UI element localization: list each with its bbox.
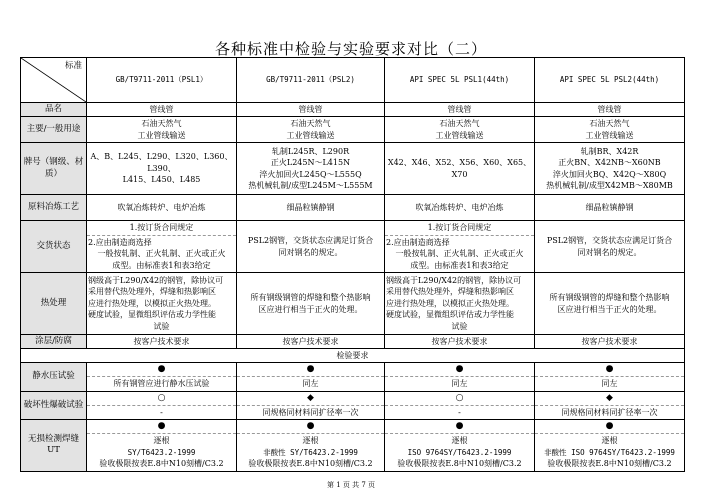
table-row	[21, 143, 685, 195]
table-cell: ○ -	[87, 391, 237, 420]
table-cell: ● 逐根 ISO 9764SY/T6423.2-1999 验收极限按表E.8中N10刻槽/C3.2	[385, 420, 535, 472]
column-header-gb-psl1: GB/T9711-2011（PSL1）	[87, 58, 237, 103]
table-cell: ● 所有钢管应进行静水压试验	[87, 363, 237, 392]
table-cell: 石油天然气 工业管线输送	[87, 117, 237, 143]
table-cell: ● 逐根 非酸性 SY/T6423.2-1999 验收极限按表E.8中N10刻槽/C3.2	[237, 420, 385, 472]
section-header-inspection: 检验要求	[21, 349, 685, 363]
table-cell: ● 同左	[535, 363, 685, 392]
table-cell: 1.按订货合同规定 2.应由制造商选择 一般按轧制、正火轧制、正火或正火 成型。由标准表1和表3给定	[87, 221, 237, 273]
table-cell: 轧制BR、X42R 正火BN、X42NB～X60NB 淬火加回火BQ、X42Q～X80Q 热机械轧制/成型X42MB～X80MB	[535, 143, 685, 195]
column-header-gb-psl2: GB/T9711-2011（PSL2)	[237, 58, 385, 103]
table-cell: 吹氧冶炼转炉、电炉冶炼	[87, 195, 237, 221]
table-row	[21, 117, 685, 143]
table-cell: 细晶粒镇静钢	[237, 195, 385, 221]
header-corner-cell	[21, 58, 87, 103]
optional-icon: ○	[87, 392, 236, 406]
row-label-heat: 热处理	[21, 273, 87, 335]
row-label-hydro: 静水压试验	[21, 363, 87, 392]
required-icon: ●	[87, 363, 236, 377]
row-label-burst: 破坏性爆破试验	[21, 391, 87, 420]
table-row	[21, 335, 685, 349]
required-icon: ●	[385, 363, 534, 377]
required-icon: ●	[237, 363, 384, 377]
table-cell: 按客户技术要求	[385, 335, 535, 349]
table-cell: 吹氧冶炼转炉、电炉冶炼	[385, 195, 535, 221]
table-cell: 管线管	[87, 103, 237, 117]
table-row	[21, 195, 685, 221]
column-header-api-psl1: API SPEC 5L PSL1(44th)	[385, 58, 535, 103]
comparison-table	[20, 57, 685, 472]
diamond-icon: ◆	[237, 392, 384, 406]
table-cell: ● 同左	[237, 363, 385, 392]
diamond-icon: ◆	[535, 392, 684, 406]
required-icon: ●	[237, 420, 384, 434]
column-header-api-psl2: API SPEC 5L PSL2(44th)	[535, 58, 685, 103]
page-footer: 第 1 页 共 7 页	[326, 481, 376, 489]
table-cell: 石油天然气 工业管线输送	[385, 117, 535, 143]
row-label-product: 品名	[21, 103, 87, 117]
row-label-delivery: 交货状态	[21, 221, 87, 273]
table-cell: 管线管	[535, 103, 685, 117]
table-cell: PSL2钢管，交货状态应满足订货合 同对钢名的规定。	[237, 221, 385, 273]
table-header-row	[21, 58, 685, 103]
optional-icon: ○	[385, 392, 534, 406]
table-cell: ○ -	[385, 391, 535, 420]
table-cell: 按客户技术要求	[535, 335, 685, 349]
table-cell: 按客户技术要求	[87, 335, 237, 349]
table-cell: 石油天然气 工业管线输送	[237, 117, 385, 143]
required-icon: ●	[385, 420, 534, 434]
table-row	[21, 391, 685, 420]
table-cell: 钢级高于L290/X42的钢管，除协议可 采用替代热处理外，焊缝和热影响区 应进行热处理，以模拟正火热处理。 硬度试验，显微组织评估或力学性能 试验	[87, 273, 237, 335]
row-label-ut: 无损检测焊缝UT	[21, 420, 87, 472]
table-cell: ● 逐根 非酸性 ISO 9764SY/T6423.2-1999 验收极限按表E.8中N10刻槽/C3.2	[535, 420, 685, 472]
table-row	[21, 273, 685, 335]
row-label-usage: 主要/一般用途	[21, 117, 87, 143]
table-row	[21, 221, 685, 273]
table-cell: 轧制L245R、L290R 正火L245N～L415N 淬火加回火L245Q～L555Q 热机械轧制/成型L245M～L555M	[237, 143, 385, 195]
table-cell: 钢级高于L290/X42的钢管，除协议可 采用替代热处理外，焊缝和热影响区 应进行热处理，以模拟正火热处理。 硬度试验，显微组织评估或力学性能 试验	[385, 273, 535, 335]
table-cell: 管线管	[237, 103, 385, 117]
required-icon: ●	[87, 420, 236, 434]
row-label-grade: 牌号（钢级、材质）	[21, 143, 87, 195]
table-cell: X42、X46、X52、X56、X60、X65、X70	[385, 143, 535, 195]
table-cell: ◆ 同规格同材料同扩径率一次	[237, 391, 385, 420]
page-title: 各种标准中检验与实验要求对比（二）	[214, 40, 487, 58]
table-row	[21, 349, 685, 363]
row-label-smelting: 原料冶炼工艺	[21, 195, 87, 221]
row-label-coating: 涂层/防腐	[21, 335, 87, 349]
table-cell: 石油天然气 工业管线输送	[535, 117, 685, 143]
required-icon: ●	[535, 420, 684, 434]
table-cell: ◆ 同规格同材料同扩径率一次	[535, 391, 685, 420]
table-cell: 细晶粒镇静钢	[535, 195, 685, 221]
table-cell: 1.按订货合同规定 2.应由制造商选择 一般按轧制、正火轧制、正火或正火 成型。由标准表1和表3给定	[385, 221, 535, 273]
table-cell: A、B、L245、L290、L320、L360、L390、 L415、L450、L485	[87, 143, 237, 195]
table-cell: 所有钢级钢管的焊缝和整个热影响 区应进行相当于正火的处理。	[535, 273, 685, 335]
table-cell: ● 逐根 SY/T6423.2-1999 验收极限按表E.8中N10刻槽/C3.2	[87, 420, 237, 472]
table-cell: PSL2钢管，交货状态应满足订货合 同对钢名的规定。	[535, 221, 685, 273]
table-cell: ● 同左	[385, 363, 535, 392]
table-row	[21, 103, 685, 117]
corner-label: 标准	[64, 61, 82, 71]
table-cell: 所有钢级钢管的焊缝和整个热影响 区应进行相当于正火的处理。	[237, 273, 385, 335]
table-cell: 按客户技术要求	[237, 335, 385, 349]
table-cell: 管线管	[385, 103, 535, 117]
table-row	[21, 420, 685, 472]
required-icon: ●	[535, 363, 684, 377]
table-row	[21, 363, 685, 392]
